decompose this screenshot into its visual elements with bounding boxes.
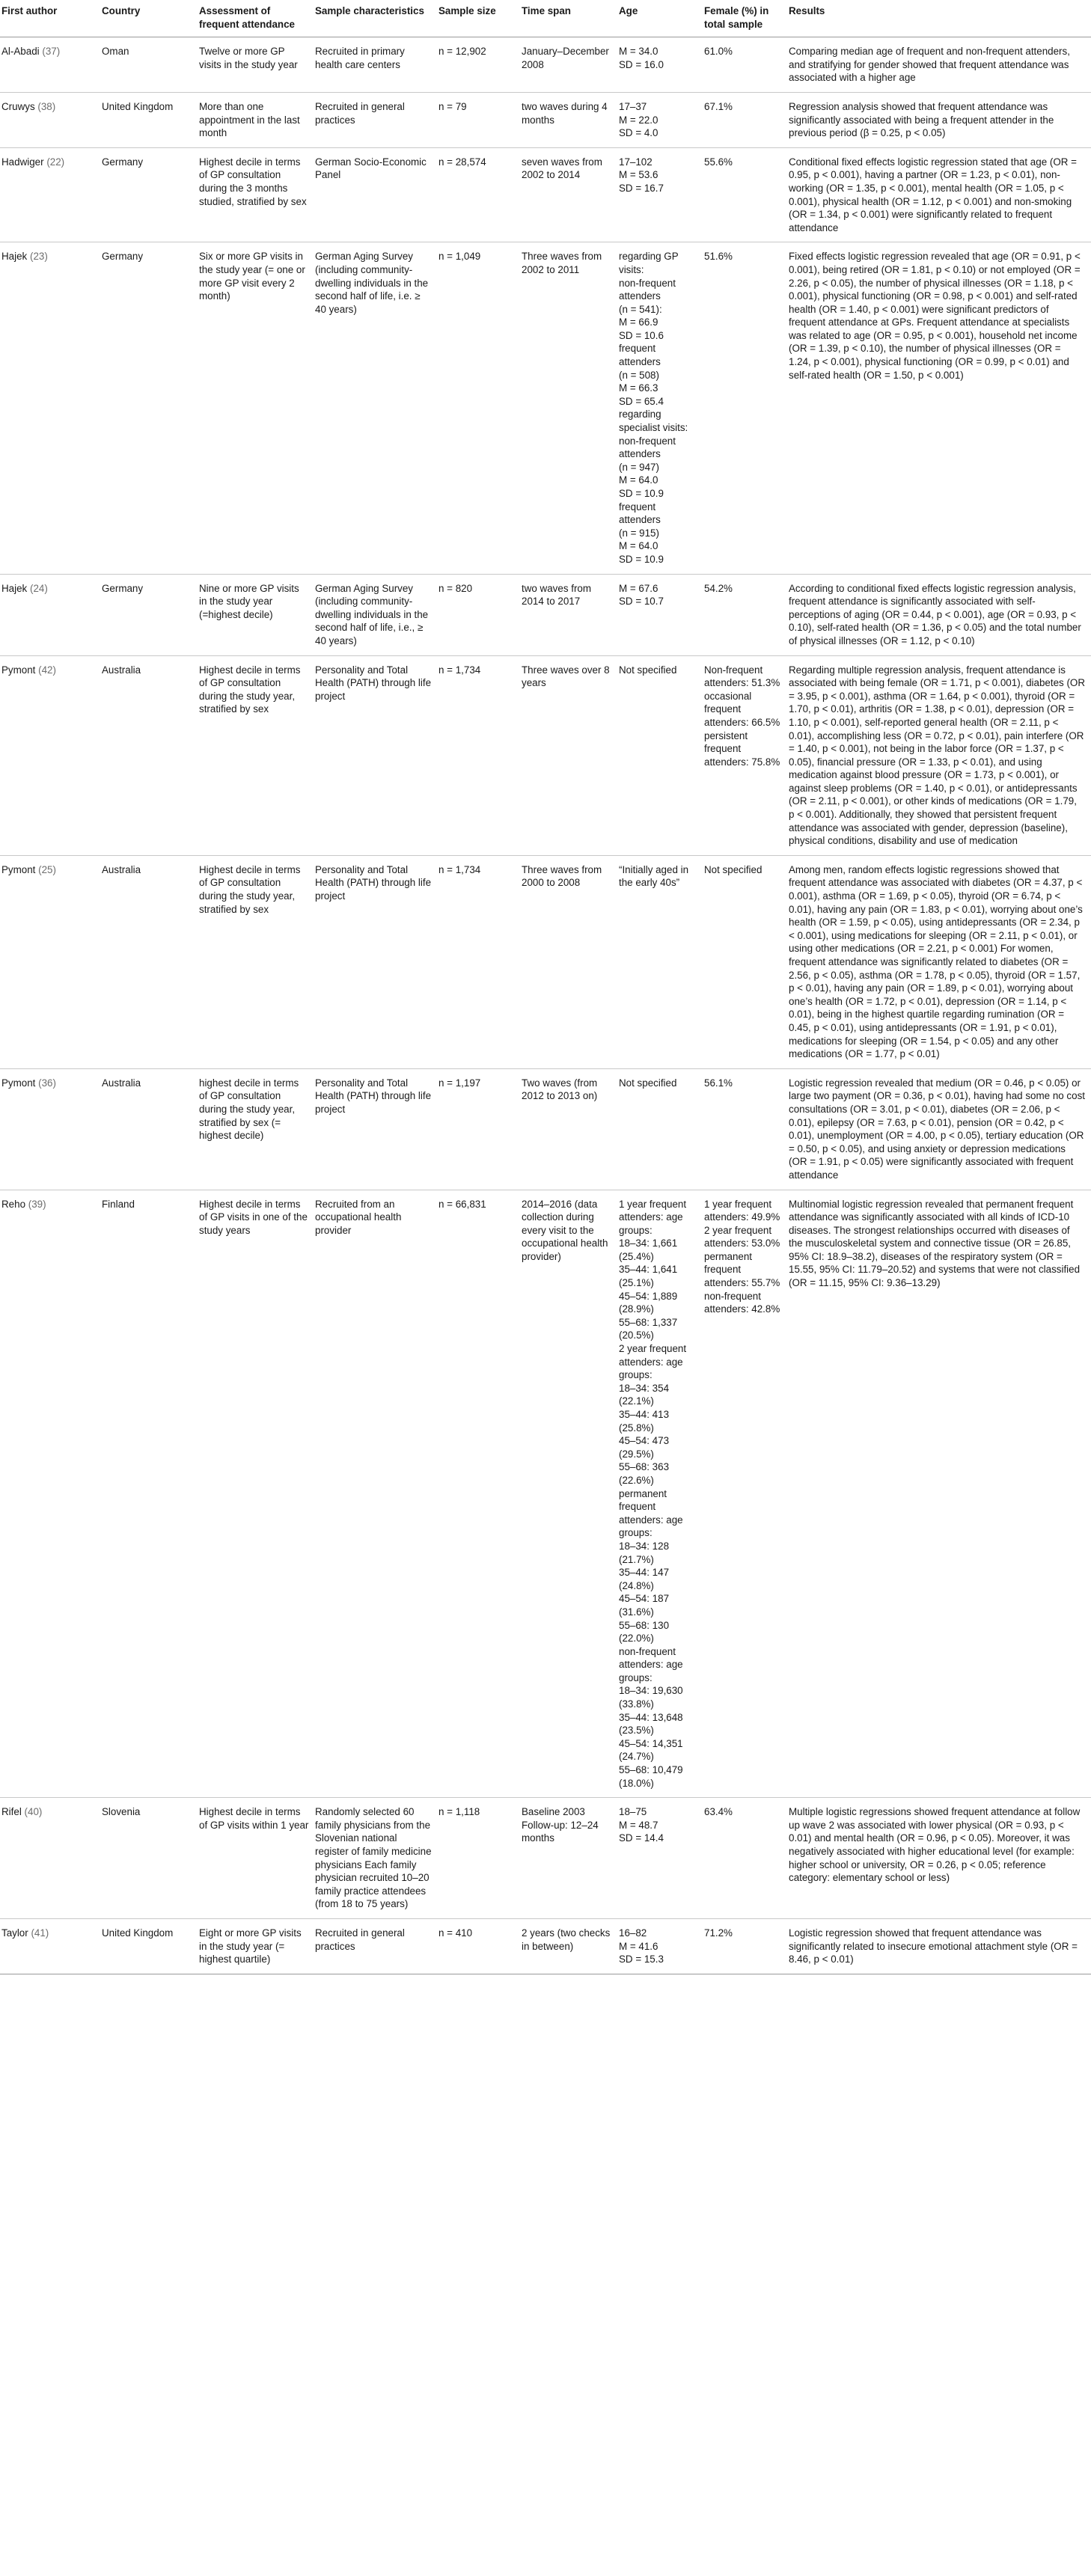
sample-size-cell: n = 79 [438, 92, 522, 147]
time-span-cell [522, 1068, 619, 1190]
age-cell-line: SD = 16.7 [619, 182, 664, 194]
age-cell-line: SD = 15.3 [619, 1954, 664, 1965]
country-cell: Germany [102, 147, 199, 242]
table-row [0, 574, 1091, 655]
header-results: Results [789, 0, 1091, 37]
female-cell [704, 574, 789, 655]
results-cell [789, 147, 1091, 242]
sample-size-cell: n = 1,049 [438, 242, 522, 574]
time-span-cell [522, 37, 619, 93]
results-cell-line: Logistic regression revealed that medium (OR = 0.46, p < 0.05) or large two payment (OR = 0.36, p < 0.01), having had some no cost consultations (OR = 3.01, p < 0.01), diabetes (OR = 2.06, p < 0.01), epilepsy (OR = 7.63, p < 0.01), pension (OR = 0.42, p < 0.01), unemployment (OR = 4.00, p < 0.05), tertiary education (OR = 0.50, p < 0.05), and using anxiety or depression medications (OR = 1.91, p < 0.05) were significantly associated with frequent attendance [789, 1077, 1085, 1181]
age-cell-line: SD = 10.7 [619, 596, 664, 608]
female-cell-line: Non-frequent attenders: 51.3% occasional frequent attenders: 66.5% persistent frequent attenders: 75.8% [704, 664, 780, 768]
time-span-cell-line: 2 years (two checks in between) [522, 1927, 611, 1952]
age-cell-line: SD = 10.9 [619, 488, 664, 499]
female-cell-line: 67.1% [704, 100, 733, 112]
results-cell-line: Regarding multiple regression analysis, frequent attendance is associated with being female (OR = 1.71, p < 0.001), diabetes (OR = 3.95, p < 0.001), asthma (OR = 1.64, p < 0.001), thyroid (OR = 1.70, p < 0.01), arthritis (OR = 1.38, p < 0.01), depression (OR = 1.10, p < 0.001), self-reported general health (OR = 2.11, p < 0.01), accomplishing less (OR = 0.72, p < 0.01), pain interfere (OR = 1.40, p < 0.001), not being in the labor force (OR = 1.37, p < 0.05), financial pressure (OR = 1.33, p < 0.01), and using medication against blood pressure (OR = 1.73, p < 0.001), or against sleep problems (OR = 1.40, p < 0.01), or antidepressants (OR = 2.11, p < 0.001), or other kinds of medications (OR = 1.79, p < 0.001). Additionally, they showed that persistent frequent attendance was associated with gender, depression (baseline), physical conditions, disability and use of medication [789, 664, 1085, 847]
results-cell [789, 37, 1091, 93]
assessment-cell [199, 242, 315, 574]
reference-link[interactable]: (40) [24, 1806, 43, 1818]
sample-characteristics-cell [315, 147, 438, 242]
results-cell [789, 855, 1091, 1068]
reference-link[interactable]: (36) [38, 1077, 56, 1089]
first-author-cell [0, 37, 102, 93]
assessment-cell [199, 855, 315, 1068]
age-cell-line: 35–44: 13,648 (23.5%) [619, 1711, 683, 1737]
age-cell-line: 17–102 [619, 156, 653, 168]
first-author-cell [0, 147, 102, 242]
female-cell-line: 63.4% [704, 1806, 733, 1818]
age-cell-line: Not specified [619, 1077, 677, 1089]
assessment-cell-line: Nine or more GP visits in the study year (=highest decile) [199, 582, 299, 620]
age-cell [619, 1918, 704, 1974]
author-name: Al-Abadi [1, 46, 40, 58]
age-cell-line: 2 year frequent attenders: age groups: [619, 1343, 687, 1381]
age-cell-line: (n = 508) [619, 369, 659, 381]
sample-size-cell: n = 1,118 [438, 1798, 522, 1919]
age-cell-line: permanent frequent attenders: age groups: [619, 1487, 683, 1539]
header-time-span: Time span [522, 0, 619, 37]
age-cell-line: 18–34: 19,630 (33.8%) [619, 1685, 683, 1710]
time-span-cell-line: Three waves over 8 years [522, 664, 610, 689]
assessment-cell [199, 37, 315, 93]
sample-characteristics-cell-line: Personality and Total Health (PATH) through life project [315, 664, 432, 702]
sample-characteristics-cell-line: German Socio-Economic Panel [315, 156, 427, 181]
sample-size-cell: n = 1,734 [438, 655, 522, 855]
reference-link[interactable]: (39) [28, 1198, 46, 1210]
assessment-cell-line: highest decile in terms of GP consultation during the study year, stratified by sex (= highest decile) [199, 1077, 299, 1142]
age-cell-line: M = 22.0 [619, 114, 658, 126]
age-cell-line: 35–44: 1,641 (25.1%) [619, 1264, 678, 1289]
age-cell-line: 55–68: 363 (22.6%) [619, 1461, 670, 1486]
sample-characteristics-cell-line: German Aging Survey (including community-dwelling individuals in the second half of life, i.e. ≥ 40 years) [315, 251, 429, 315]
results-cell-line: Among men, random effects logistic regressions showed that frequent attendance was associated with diabetes (OR = 4.37, p < 0.001), asthma (OR = 1.69, p < 0.05), thyroid (OR = 6.74, p < 0.01), having any pain (OR = 1.83, p < 0.01), worrying about one’s health (OR = 1.59, p < 0.05), using antidepressants (OR = 2.34, p < 0.001), using medications for sleeping (OR = 2.11, p < 0.01), or using other medications (OR = 2.21, p < 0.001) For women, frequent attendance was significantly related to diabetes (OR = 2.56, p < 0.05), asthma (OR = 1.78, p < 0.05), thyroid (OR = 1.57, p < 0.01), having any pain (OR = 1.89, p < 0.01), worrying about one’s health (OR = 1.72, p < 0.01), depression (OR = 1.14, p < 0.01), being in the highest quartile regarding rumination (OR = 0.45, p < 0.01), using antidepressants (OR = 1.91, p < 0.01), medications for sleeping (OR = 1.54, p < 0.05) and any other medications (OR = 1.77, p < 0.01) [789, 863, 1083, 1060]
age-cell-line: 1 year frequent attenders: age groups: [619, 1198, 687, 1236]
sample-size-cell: n = 1,197 [438, 1068, 522, 1190]
header-female: Female (%) in total sample [704, 0, 789, 37]
female-cell [704, 655, 789, 855]
sample-characteristics-cell-line: German Aging Survey (including community-dwelling individuals in the second half of life, i.e., ≥ 40 years) [315, 582, 429, 646]
table-row [0, 1190, 1091, 1798]
country-cell: Germany [102, 242, 199, 574]
table-row [0, 1798, 1091, 1919]
country-cell: Slovenia [102, 1798, 199, 1919]
results-cell [789, 1068, 1091, 1190]
table-row [0, 1918, 1091, 1974]
assessment-cell [199, 1798, 315, 1919]
age-cell-line: 16–82 [619, 1927, 647, 1939]
age-cell-line: M = 67.6 [619, 582, 658, 594]
results-cell [789, 574, 1091, 655]
time-span-cell [522, 1918, 619, 1974]
sample-characteristics-cell [315, 574, 438, 655]
age-cell-line: SD = 4.0 [619, 127, 658, 139]
age-cell-line: (n = 947) [619, 461, 659, 473]
sample-characteristics-cell [315, 1068, 438, 1190]
female-cell-line: 1 year frequent attenders: 49.9% 2 year frequent attenders: 53.0% permanent frequent attenders: 55.7% non-frequent attenders: 42.8% [704, 1198, 780, 1315]
female-cell [704, 92, 789, 147]
first-author-cell [0, 655, 102, 855]
author-name: Reho [1, 1198, 26, 1210]
female-cell-line: 56.1% [704, 1077, 733, 1089]
time-span-cell-line: two waves during 4 months [522, 100, 608, 126]
age-cell [619, 855, 704, 1068]
sample-characteristics-cell [315, 1190, 438, 1798]
time-span-cell [522, 855, 619, 1068]
assessment-cell [199, 655, 315, 855]
assessment-cell-line: Highest decile in terms of GP visits in one of the study years [199, 1198, 308, 1236]
sample-size-cell: n = 28,574 [438, 147, 522, 242]
results-cell [789, 92, 1091, 147]
author-name: Pymont [1, 863, 36, 875]
assessment-cell-line: Highest decile in terms of GP visits within 1 year [199, 1806, 309, 1831]
sample-characteristics-cell [315, 37, 438, 93]
country-cell: Finland [102, 1190, 199, 1798]
reference-link[interactable]: (25) [38, 863, 56, 875]
age-cell-line: 35–44: 147 (24.8%) [619, 1567, 670, 1591]
age-cell-line: (n = 915) [619, 527, 659, 539]
country-cell: Australia [102, 855, 199, 1068]
sample-characteristics-cell-line: Recruited in general practices [315, 1927, 405, 1952]
sample-characteristics-cell [315, 1798, 438, 1919]
assessment-cell-line: Highest decile in terms of GP consultation during the study year, stratified by sex [199, 863, 301, 915]
female-cell [704, 1798, 789, 1919]
age-cell-line: M = 64.0 [619, 474, 658, 486]
age-cell-line: M = 53.6 [619, 169, 658, 181]
age-cell-line: M = 48.7 [619, 1819, 658, 1831]
female-cell-line: Not specified [704, 863, 763, 875]
age-cell-line: 55–68: 1,337 (20.5%) [619, 1316, 678, 1341]
results-cell [789, 655, 1091, 855]
age-cell [619, 242, 704, 574]
table-row [0, 147, 1091, 242]
results-cell-line: Logistic regression showed that frequent attendance was significantly related to insecure emotional attachment style (OR = 8.46, p < 0.01) [789, 1927, 1078, 1965]
sample-size-cell: n = 66,831 [438, 1190, 522, 1798]
first-author-cell [0, 1068, 102, 1190]
results-cell [789, 1798, 1091, 1919]
sample-size-cell: n = 820 [438, 574, 522, 655]
first-author-cell [0, 574, 102, 655]
age-cell-line: 18–34: 354 (22.1%) [619, 1382, 670, 1407]
assessment-cell [199, 574, 315, 655]
reference-link[interactable]: (22) [46, 156, 65, 168]
female-cell-line: 71.2% [704, 1927, 733, 1939]
header-country: Country [102, 0, 199, 37]
age-cell-line: Not specified [619, 664, 677, 676]
female-cell [704, 147, 789, 242]
female-cell [704, 1068, 789, 1190]
results-cell-line: Conditional fixed effects logistic regression stated that age (OR = 0.95, p < 0.001), having a partner (OR = 1.23, p < 0.01), non-working (OR = 1.35, p < 0.001), mental health (OR = 1.05, p < 0.001), physical health (OR = 1.12, p < 0.001) and non-smoking (OR = 1.34, p < 0.001) were significantly related to frequent attendance [789, 156, 1077, 233]
age-cell-line: SD = 14.4 [619, 1832, 664, 1844]
assessment-cell-line: Eight or more GP visits in the study year (= highest quartile) [199, 1927, 302, 1965]
first-author-cell [0, 1798, 102, 1919]
age-cell-line: 18–34: 1,661 (25.4%) [619, 1237, 678, 1262]
first-author-cell [0, 242, 102, 574]
time-span-cell [522, 147, 619, 242]
age-cell-line: SD = 65.4 [619, 395, 664, 407]
sample-characteristics-cell-line: Recruited from an occupational health provider [315, 1198, 402, 1236]
results-cell-line: Multiple logistic regressions showed frequent attendance at follow up wave 2 was associated with lower physical (OR = 0.93, p < 0.01) and mental health (OR = 0.96, p < 0.05). Moreover, it was negatively associated with higher educational level (for example: higher school or university, OR = 0.26, p < 0.05; reference category: elementary school or less) [789, 1806, 1081, 1884]
sample-size-cell: n = 1,734 [438, 855, 522, 1068]
table-row [0, 242, 1091, 574]
female-cell [704, 242, 789, 574]
time-span-cell-line: Two waves (from 2012 to 2013 on) [522, 1077, 598, 1102]
age-cell-line: M = 66.3 [619, 382, 658, 394]
reference-link[interactable]: (38) [37, 100, 56, 112]
age-cell-line: SD = 10.9 [619, 553, 664, 565]
time-span-cell-line: 2014–2016 (data collection during every visit to the occupational health provider) [522, 1198, 608, 1262]
table-row [0, 655, 1091, 855]
age-cell-line: 35–44: 413 (25.8%) [619, 1409, 670, 1434]
age-cell-line: 45–54: 1,889 (28.9%) [619, 1290, 678, 1315]
time-span-cell-line: two waves from 2014 to 2017 [522, 582, 592, 608]
time-span-cell-line: seven waves from 2002 to 2014 [522, 156, 602, 181]
assessment-cell-line: Six or more GP visits in the study year (= one or more GP visit every 2 month) [199, 251, 305, 302]
age-cell-line: 17–37 [619, 100, 647, 112]
results-cell [789, 1918, 1091, 1974]
age-cell-line: M = 64.0 [619, 540, 658, 552]
age-cell-line: SD = 16.0 [619, 58, 664, 70]
header-age: Age [619, 0, 704, 37]
country-cell: United Kingdom [102, 92, 199, 147]
time-span-cell-line: Three waves from 2000 to 2008 [522, 863, 602, 889]
sample-characteristics-cell [315, 242, 438, 574]
time-span-cell-line: Baseline 2003 Follow-up: 12–24 months [522, 1806, 599, 1844]
sample-characteristics-cell [315, 855, 438, 1068]
age-cell-line: 18–75 [619, 1806, 647, 1818]
age-cell-line: frequent attenders [619, 501, 661, 526]
age-cell-line: 18–34: 128 (21.7%) [619, 1540, 670, 1565]
reference-link[interactable]: (42) [38, 664, 56, 676]
results-cell-line: Regression analysis showed that frequent attendance was significantly associated with being a frequent attender in the previous period (β = 0.25, p < 0.05) [789, 100, 1054, 139]
assessment-cell [199, 1190, 315, 1798]
age-cell-line: non-frequent attenders [619, 435, 676, 460]
header-sample-size: Sample size [438, 0, 522, 37]
first-author-cell [0, 1918, 102, 1974]
age-cell [619, 147, 704, 242]
header-sample-characteristics: Sample characteristics [315, 0, 438, 37]
author-name: Pymont [1, 1077, 36, 1089]
female-cell-line: 54.2% [704, 582, 733, 594]
age-cell-line: 45–54: 14,351 (24.7%) [619, 1737, 683, 1763]
author-name: Taylor [1, 1927, 28, 1939]
female-cell [704, 37, 789, 93]
sample-characteristics-cell [315, 92, 438, 147]
age-cell-line: (n = 541): [619, 303, 662, 315]
author-name: Hajek [1, 582, 28, 594]
age-cell [619, 1798, 704, 1919]
author-name: Cruwys [1, 100, 35, 112]
age-cell-line: non-frequent attenders: age groups: [619, 1645, 683, 1683]
reference-link[interactable]: (37) [42, 46, 61, 58]
age-cell-line: M = 34.0 [619, 46, 658, 58]
reference-link[interactable]: (24) [29, 582, 48, 594]
age-cell-line: 45–54: 187 (31.6%) [619, 1593, 670, 1618]
first-author-cell [0, 855, 102, 1068]
reference-link[interactable]: (41) [31, 1927, 49, 1939]
country-cell: United Kingdom [102, 1918, 199, 1974]
country-cell: Oman [102, 37, 199, 93]
age-cell-line: 55–68: 130 (22.0%) [619, 1619, 670, 1645]
age-cell [619, 574, 704, 655]
table-row [0, 1068, 1091, 1190]
female-cell [704, 1918, 789, 1974]
age-cell-line: M = 66.9 [619, 316, 658, 328]
female-cell [704, 855, 789, 1068]
table-row [0, 92, 1091, 147]
table-body [0, 37, 1091, 1974]
age-cell [619, 92, 704, 147]
first-author-cell [0, 1190, 102, 1798]
results-cell-line: Fixed effects logistic regression revealed that age (OR = 0.91, p < 0.001), being retired (OR = 1.81, p < 0.10) or not employed (OR = 2.26, p < 0.05), the number of physical illnesses (OR = 1.18, p < 0.001), physical functioning (OR = 0.98, p < 0.001) and self-rated health (OR = 1.40, p < 0.001) were significant predictors of frequent attendance at GPs. Frequent attendance at specialists was related to age (OR = 0.95, p < 0.001), household net income (OR = 1.39, p < 0.10), the number of physical illnesses (OR = 1.24, p < 0.001), physical functioning (OR = 0.99, p < 0.01) and self-rated health (OR = 1.50, p < 0.001) [789, 251, 1081, 381]
sample-characteristics-cell [315, 1918, 438, 1974]
age-cell-line: 45–54: 473 (29.5%) [619, 1435, 670, 1460]
age-cell-line: regarding specialist visits: [619, 409, 688, 434]
age-cell-line: frequent attenders [619, 343, 661, 368]
age-cell [619, 1190, 704, 1798]
sample-characteristics-cell-line: Recruited in primary health care centers [315, 46, 405, 70]
time-span-cell [522, 242, 619, 574]
country-cell: Australia [102, 655, 199, 855]
author-name: Hajek [1, 251, 28, 263]
time-span-cell [522, 1190, 619, 1798]
header-row [0, 0, 1091, 37]
time-span-cell-line: January–December 2008 [522, 46, 609, 70]
age-cell [619, 1068, 704, 1190]
sample-characteristics-cell-line: Recruited in general practices [315, 100, 405, 126]
author-name: Rifel [1, 1806, 22, 1818]
age-cell-line: 55–68: 10,479 (18.0%) [619, 1764, 683, 1789]
time-span-cell [522, 655, 619, 855]
reference-link[interactable]: (23) [29, 251, 48, 263]
results-cell [789, 242, 1091, 574]
female-cell-line: 55.6% [704, 156, 733, 168]
assessment-cell [199, 1068, 315, 1190]
age-cell-line: “Initially aged in the early 40s” [619, 863, 689, 889]
sample-characteristics-cell-line: Personality and Total Health (PATH) through life project [315, 1077, 432, 1115]
results-cell [789, 1190, 1091, 1798]
results-cell-line: Comparing median age of frequent and non-frequent attenders, and stratifying for gender showed that frequent attendance was associated with a higher age [789, 46, 1070, 84]
age-cell-line: SD = 10.6 [619, 329, 664, 341]
assessment-cell-line: Highest decile in terms of GP consultation during the study year, stratified by sex [199, 664, 301, 715]
age-cell [619, 37, 704, 93]
sample-characteristics-cell-line: Randomly selected 60 family physicians from the Slovenian national register of family medicine physicians Each family physician recruited 10–20 family practice attendees (from 18 to 75 years) [315, 1806, 432, 1910]
female-cell [704, 1190, 789, 1798]
age-cell-line: non-frequent attenders [619, 277, 676, 302]
assessment-cell-line: More than one appointment in the last month [199, 100, 300, 139]
time-span-cell [522, 1798, 619, 1919]
results-cell-line: Multinomial logistic regression revealed that permanent frequent attendance was significantly associated with all kinds of ICD-10 diseases. The strongest relationships occurred with diseases of the musculoskeletal system and connective tissue (OR = 26.85, 95% CI: 18.9–38.2), diseases of the respiratory system (OR = 15.55, 95% CI: 11.79–20.52) and systems that were not classified (OR = 11.15, 95% CI: 9.36–13.29) [789, 1198, 1081, 1289]
table-row [0, 855, 1091, 1068]
assessment-cell [199, 1918, 315, 1974]
time-span-cell-line: Three waves from 2002 to 2011 [522, 251, 602, 275]
sample-characteristics-cell-line: Personality and Total Health (PATH) through life project [315, 863, 432, 902]
results-cell-line: According to conditional fixed effects logistic regression analysis, frequent attendance is significantly associated with self-perceptions of aging (OR = 0.44, p < 0.001), age (OR = 0.93, p < 0.10), self-rated health (OR = 1.36, p < 0.05) and the total number of physical illnesses (OR = 1.12, p < 0.10) [789, 582, 1081, 646]
assessment-cell [199, 92, 315, 147]
assessment-cell-line: Highest decile in terms of GP consultation during the 3 months studied, stratified by sex [199, 156, 307, 207]
author-name: Pymont [1, 664, 36, 676]
table-row [0, 37, 1091, 93]
female-cell-line: 51.6% [704, 251, 733, 263]
country-cell: Australia [102, 1068, 199, 1190]
assessment-cell [199, 147, 315, 242]
sample-characteristics-cell [315, 655, 438, 855]
author-name: Hadwiger [1, 156, 44, 168]
age-cell [619, 655, 704, 855]
sample-size-cell: n = 12,902 [438, 37, 522, 93]
age-cell-line: M = 41.6 [619, 1940, 658, 1952]
first-author-cell [0, 92, 102, 147]
age-cell-line: regarding GP visits: [619, 251, 679, 275]
country-cell: Germany [102, 574, 199, 655]
header-first-author: First author [0, 0, 102, 37]
female-cell-line: 61.0% [704, 46, 733, 58]
time-span-cell [522, 92, 619, 147]
time-span-cell [522, 574, 619, 655]
assessment-cell-line: Twelve or more GP visits in the study year [199, 46, 298, 70]
sample-size-cell: n = 410 [438, 1918, 522, 1974]
header-assessment: Assessment of frequent attendance [199, 0, 315, 37]
